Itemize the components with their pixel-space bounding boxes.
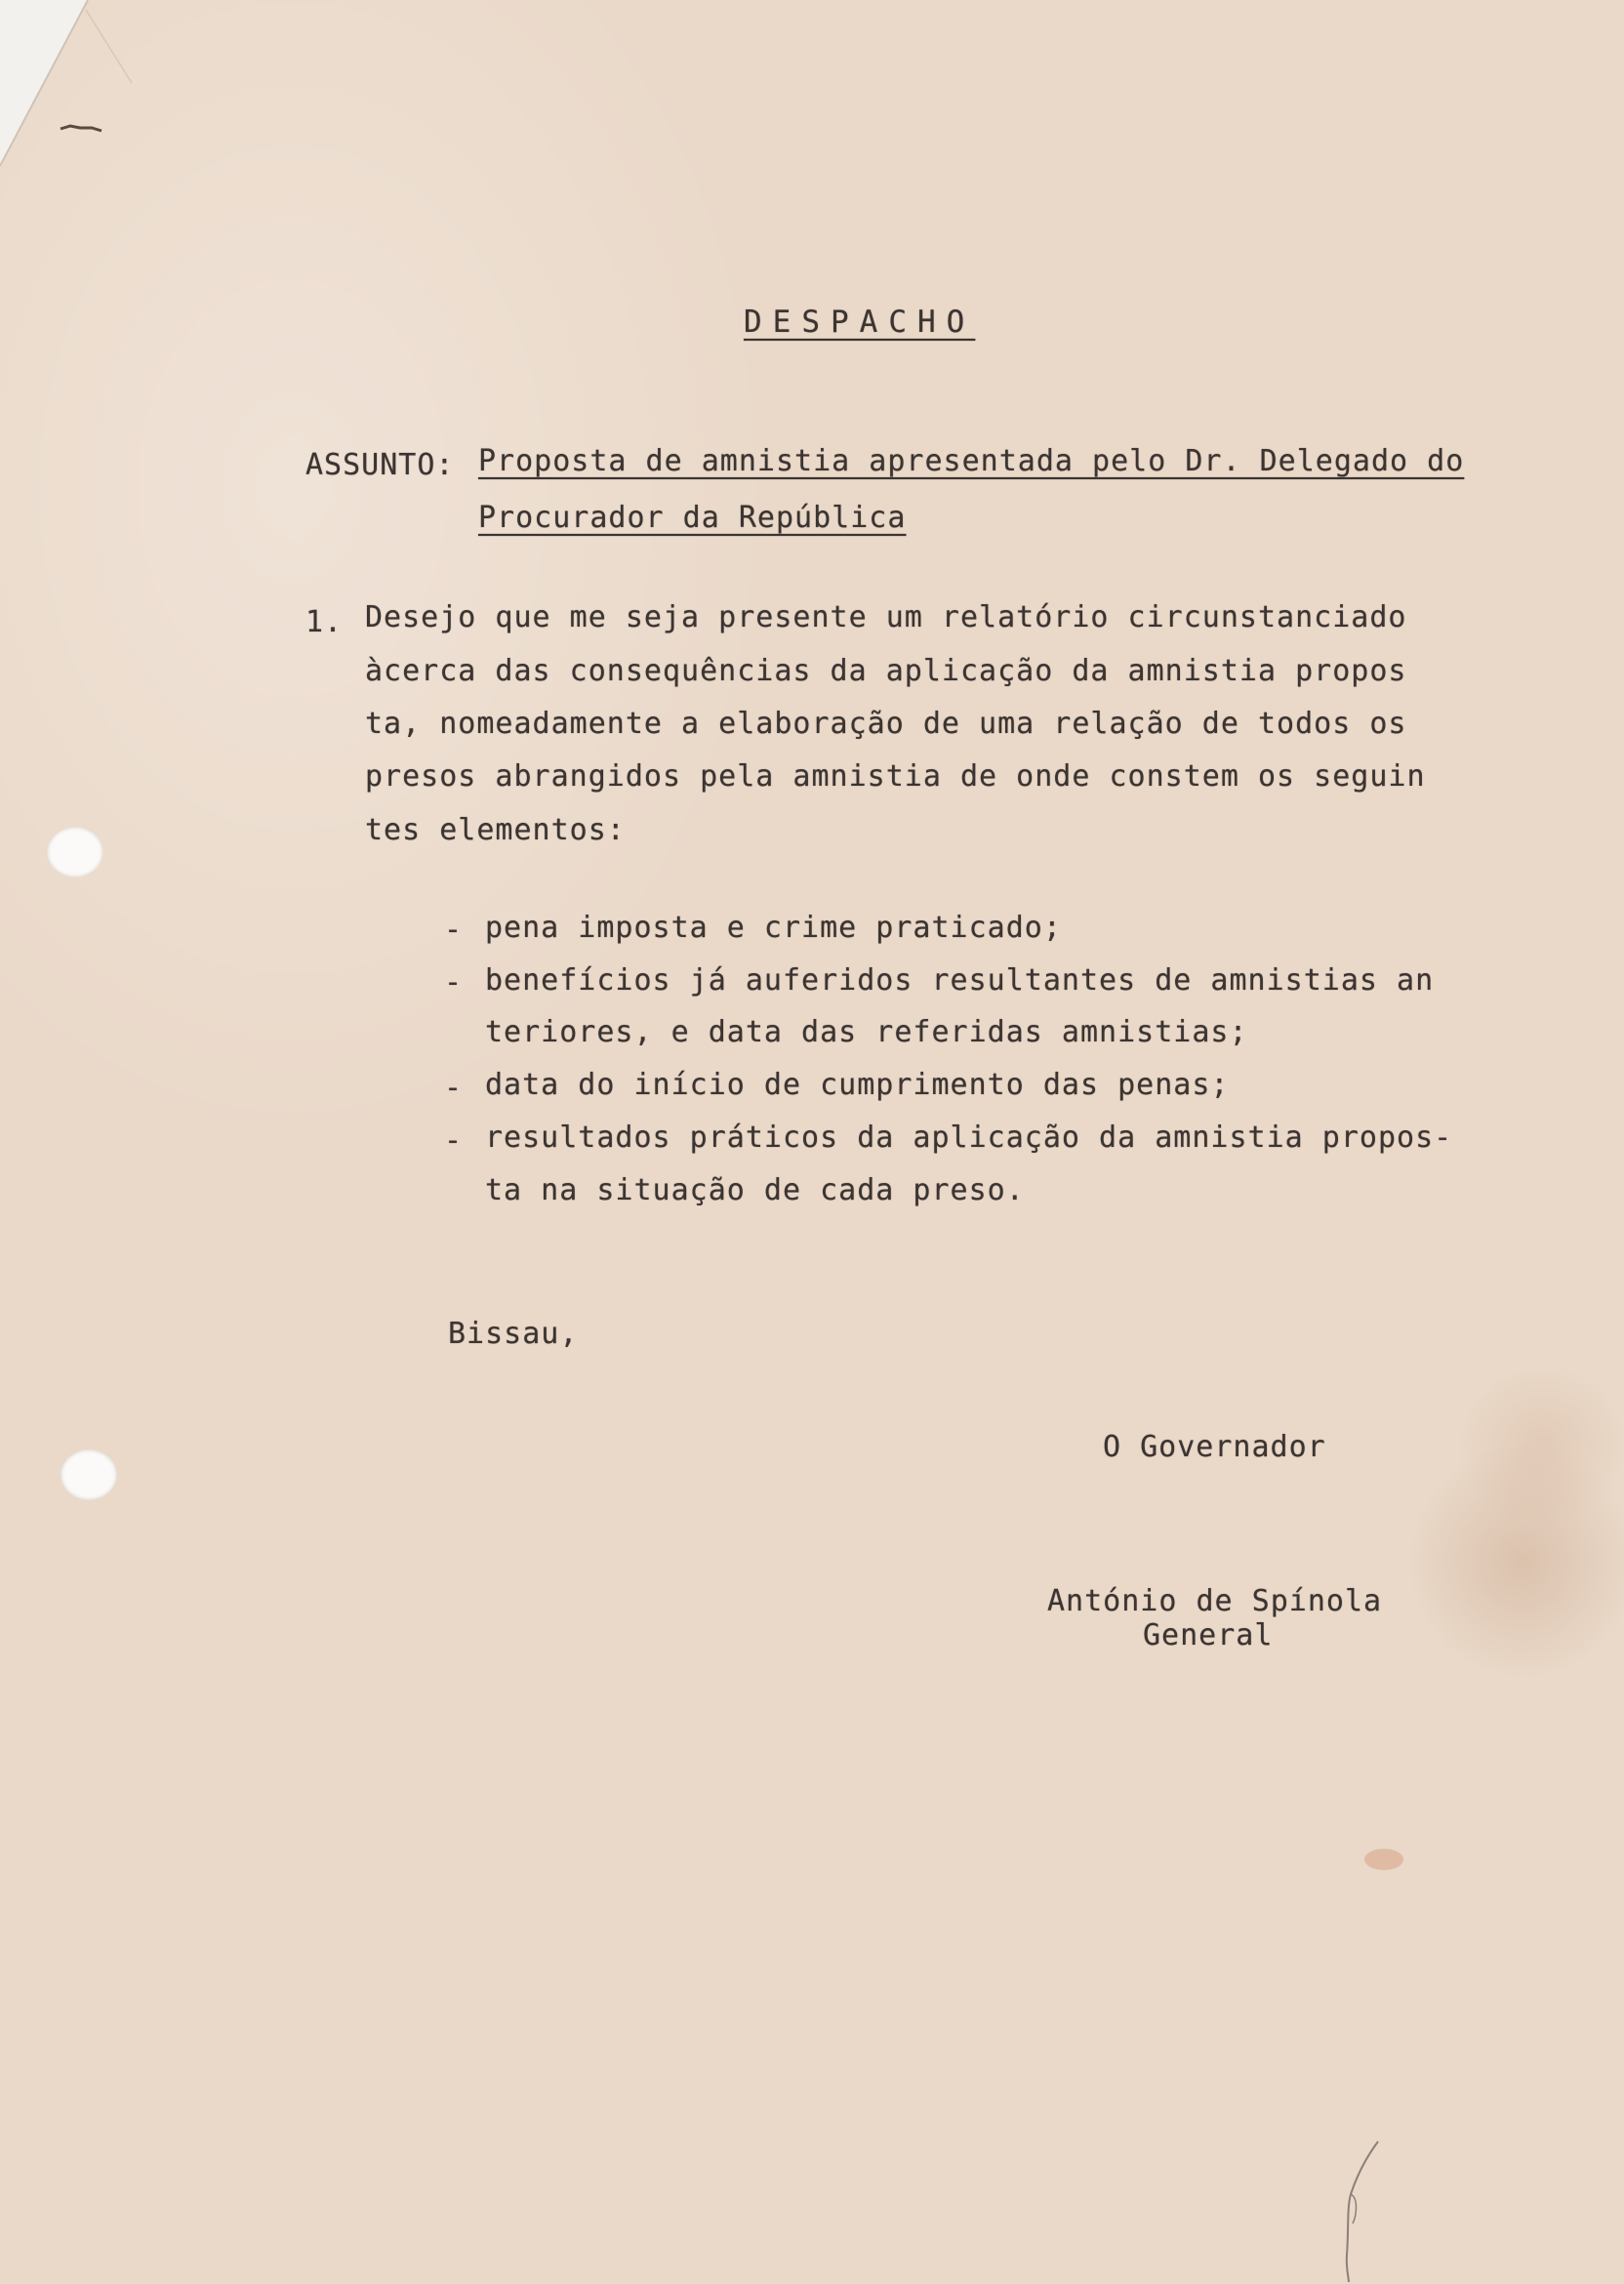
place-line: Bissau,	[448, 1317, 579, 1351]
list-item-line: benefícios já auferidos resultantes de amnistias an	[485, 963, 1435, 998]
subject-line-1: Proposta de amnistia apresentada pelo Dr. Delegado do	[478, 444, 1465, 478]
list-item-line: pena imposta e crime praticado;	[485, 911, 1062, 945]
paragraph-line: tes elementos:	[365, 813, 626, 847]
paragraph-number: 1.	[305, 605, 344, 639]
subject-line-2: Procurador da República	[478, 501, 907, 535]
punch-hole-top	[47, 827, 103, 877]
document-title: DESPACHO	[744, 305, 976, 340]
list-item-dash: -	[444, 1123, 464, 1158]
list-item-dash: -	[444, 913, 464, 947]
paragraph-line: Desejo que me seja presente um relatório circunstanciado	[365, 600, 1407, 634]
punch-hole-bottom	[61, 1449, 117, 1500]
pencil-tick-mark	[1327, 2138, 1386, 2284]
closing-title: O Governador	[1103, 1430, 1326, 1464]
paper-stain	[1364, 1849, 1403, 1870]
signatory-name: António de Spínola	[1047, 1584, 1383, 1618]
paragraph-line: presos abrangidos pela amnistia de onde constem os seguin	[365, 759, 1426, 794]
list-item-line: teriores, e data das referidas amnistias;	[485, 1015, 1248, 1049]
subject-label: ASSUNTO:	[305, 448, 455, 482]
signatory-rank: General	[1143, 1618, 1274, 1652]
paragraph-line: ta, nomeadamente a elaboração de uma relação de todos os	[365, 707, 1407, 741]
list-item-line: ta na situação de cada preso.	[485, 1173, 1025, 1207]
paragraph-line: àcerca das consequências da aplicação da amnistia propos	[365, 654, 1407, 688]
list-item-dash: -	[444, 965, 464, 999]
list-item-line: data do início de cumprimento das penas;	[485, 1068, 1230, 1102]
list-item-line: resultados práticos da aplicação da amnistia propos-	[485, 1121, 1453, 1155]
list-item-dash: -	[444, 1071, 464, 1105]
